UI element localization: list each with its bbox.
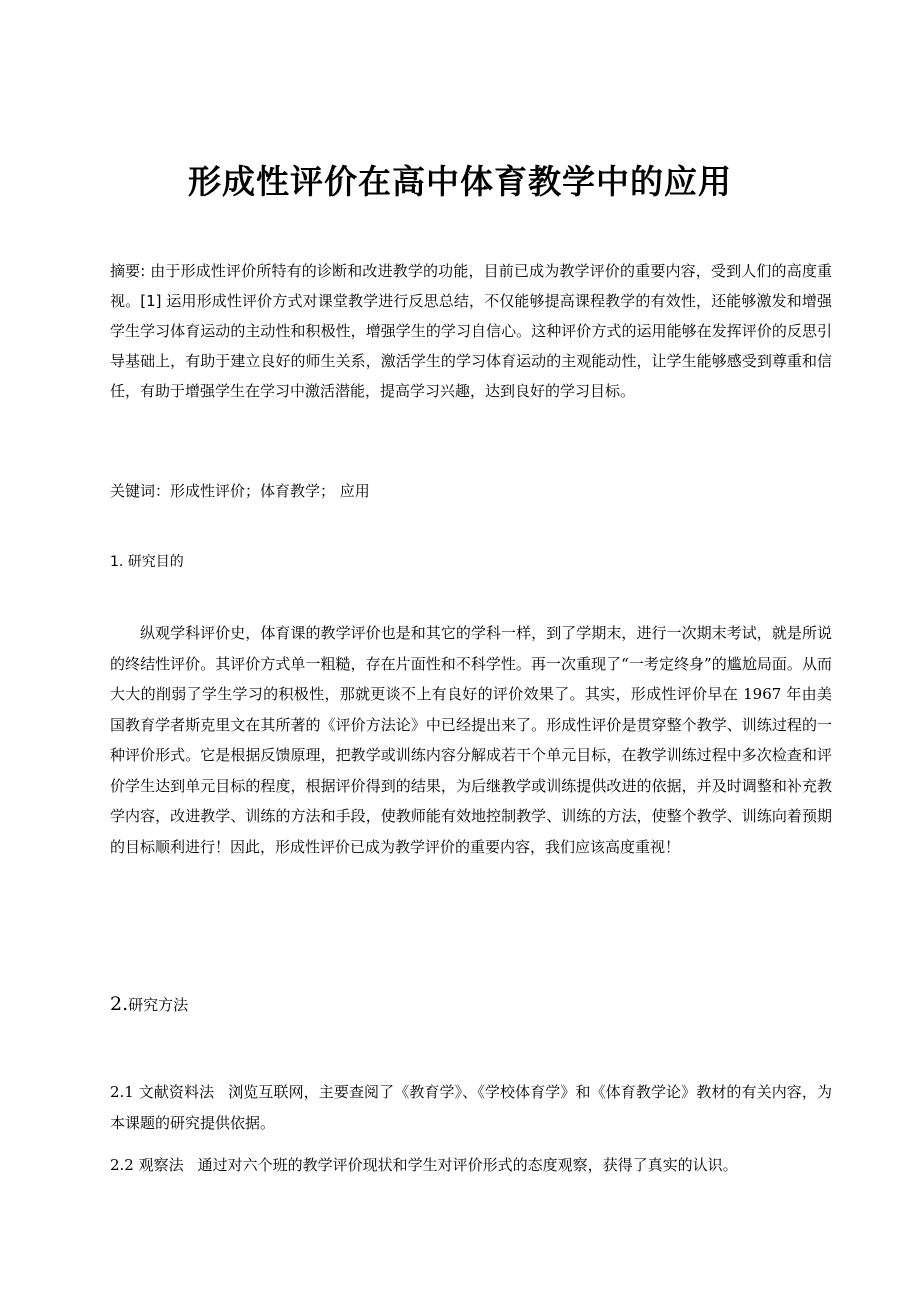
subsection-2-1-text: 浏览互联网，主要查阅了《教育学》、《学校体育学》和《体育教学论》教材的有关内容，为本课题的研究提供依据。 — [110, 1083, 832, 1132]
section-2-number: 2. — [110, 993, 129, 1015]
abstract-paragraph: 摘要: 由于形成性评价所特有的诊断和改进教学的功能，目前已成为教学评价的重要内容，受到人们的高度重视。[1] 运用形成性评价方式对课堂教学进行反思总结，不仅能够提高课程教学的有效性，还能够激发和增强学生学习体育运动的主动性和积极性，增强学生的学习自信心。这种评价方式的运用能够在发挥评价的反思引导基础上，有助于建立良好的师生关系，激活学生的学习体育运动的主观能动性，让学生能够感受到尊重和信任，有助于增强学生在学习中激活潜能，提高学习兴趣，达到良好的学习目标。 — [110, 262, 832, 400]
subsection-2-1-label: 2.1 文献资料法 — [110, 1083, 215, 1101]
section-2-heading — [110, 988, 188, 1021]
section-1-paragraph: 纵观学科评价史，体育课的教学评价也是和其它的学科一样，到了学期末，进行一次期末考试，就是所说的终结性评价。其评价方式单一粗糙，存在片面性和不科学性。再一次重现了“一考定终身”的尴尬局面。从而大大的削弱了学生学习的积极性，那就更谈不上有良好的评价效果了。其实，形成性评价早在 1967 年由美国教育学者斯克里文在其所著的《评价方法论》中已经提出来了。形成性评价是贯穿整个教学、训练过程的一种评价形式。它是根据反馈原理，把教学或训练内容分解成若干个单元目标，在教学训练过程中多次检查和评价学生达到单元目标的程度，根据评价得到的结果，为后继教学或训练提供改进的依据，并及时调整和补充教学内容，改进教学、训练的方法和手段，使教师能有效地控制教学、训练的方法，使整个教学、训练向着预期的目标顺利进行！因此，形成性评价已成为教学评价的重要内容，我们应该高度重视！ — [110, 624, 832, 856]
subsection-2-2-text: 通过对六个班的教学评价现状和学生对评价形式的态度观察，获得了真实的认识。 — [197, 1156, 738, 1174]
subsection-2-2 — [110, 1150, 832, 1181]
section-1-heading: 1. 研究目的 — [110, 554, 184, 570]
document-title: 形成性评价在高中体育教学中的应用 — [188, 162, 732, 201]
section-2-title: 研究方法 — [128, 996, 189, 1014]
subsection-2-2-label: 2.2 观察法 — [110, 1156, 184, 1174]
keywords-line: 关键词：形成性评价；体育教学； 应用 — [110, 482, 370, 500]
subsection-2-1 — [110, 1077, 832, 1138]
